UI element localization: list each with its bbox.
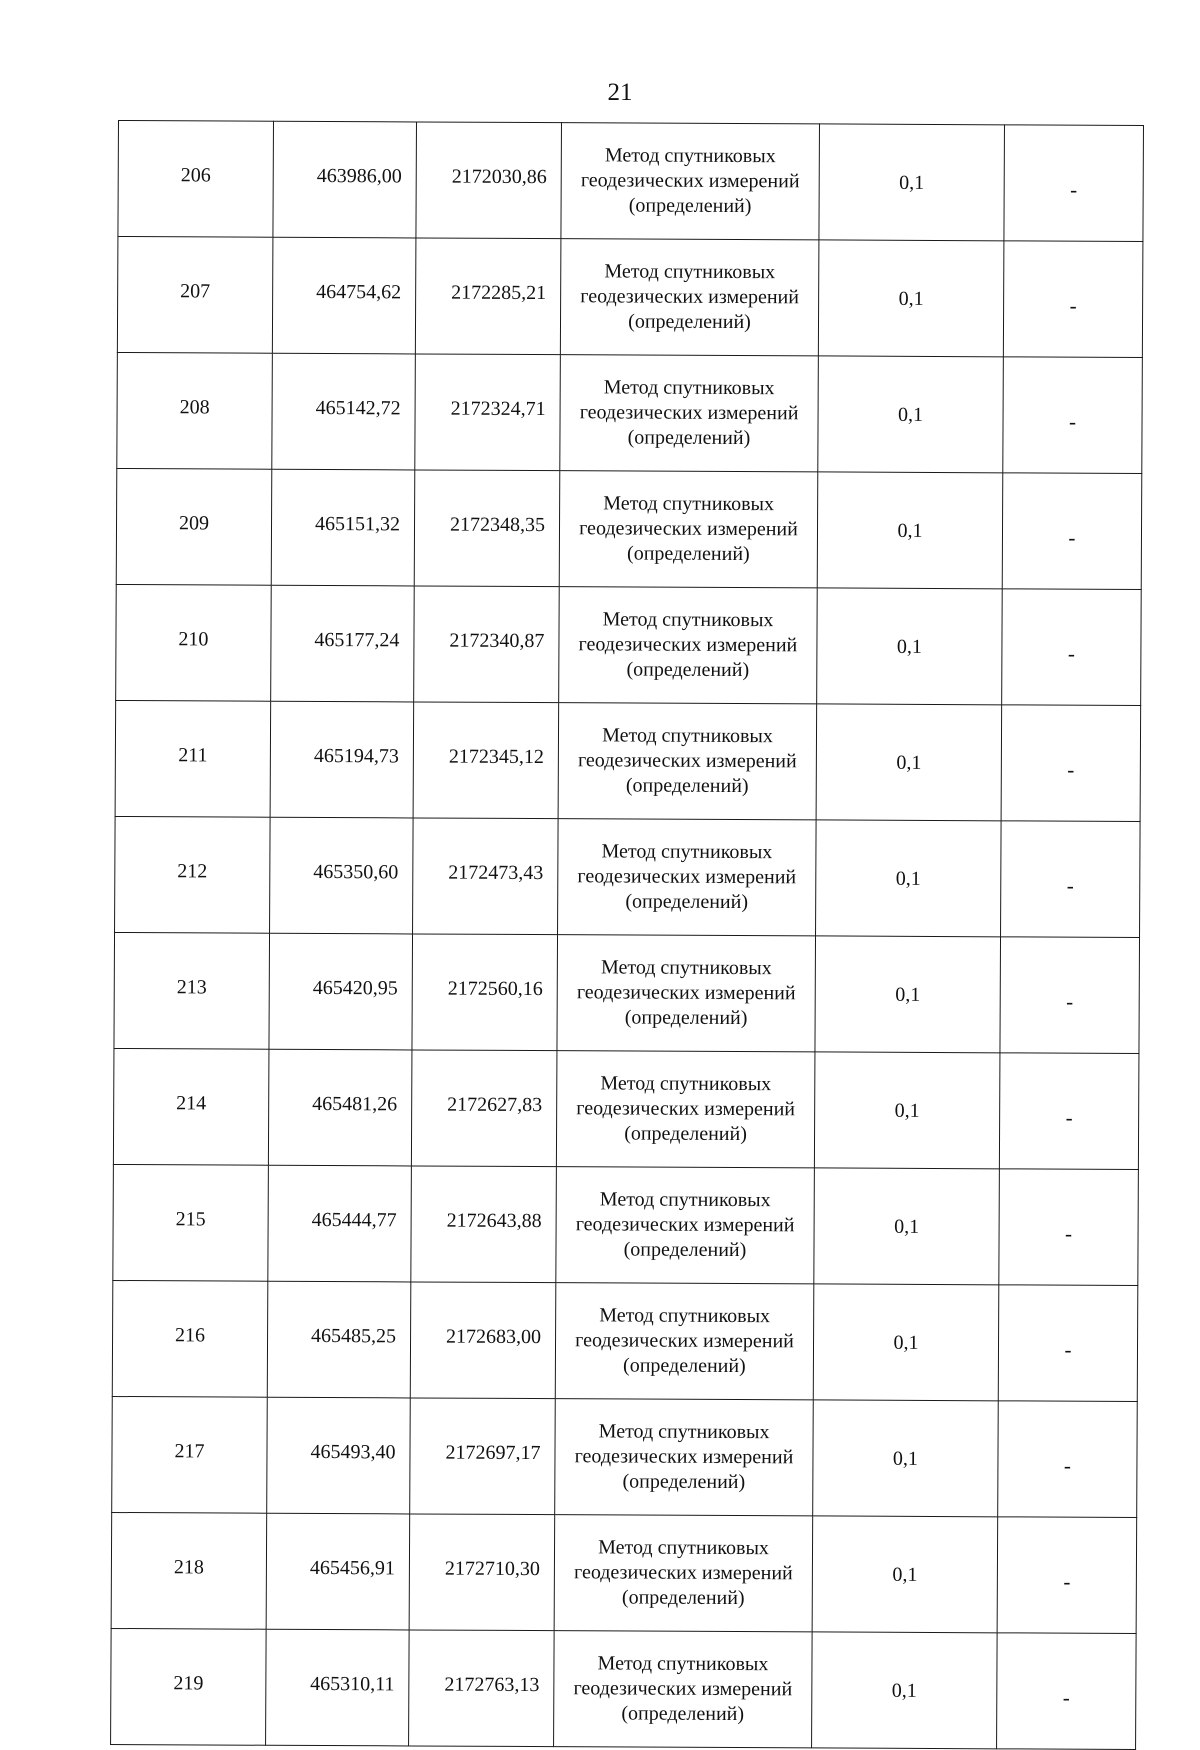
coordinate-x-cell: 465310,11 [266,1629,410,1746]
coordinate-x-cell: 465142,72 [272,353,416,470]
coordinate-y-cell: 2172340,87 [414,586,560,703]
point-number-cell: 217 [112,1396,268,1513]
method-cell [559,587,818,704]
coordinate-y-cell: 2172473,43 [413,818,559,935]
method-line: Метод спутниковых [600,956,772,980]
method-line: Метод спутниковых [599,1304,771,1328]
method-line: Метод спутниковых [600,1072,772,1096]
coordinate-x-cell: 465493,40 [267,1397,411,1514]
method-line: Метод спутниковых [599,1188,771,1212]
table-row [115,816,1141,937]
method-line: (определений) [627,542,750,566]
point-number-cell: 214 [113,1048,269,1165]
point-number-cell: 218 [111,1512,267,1629]
point-number-cell: 213 [114,932,270,1049]
method-line: геодезических измерений [575,1213,795,1237]
accuracy-cell: 0,1 [816,704,1002,821]
method-line: (определений) [627,426,751,450]
method-cell [559,471,818,588]
method-line: геодезических измерений [575,1329,794,1353]
method-line: Метод спутниковых [601,840,773,864]
note-cell: - [999,1169,1139,1286]
coordinate-y-cell: 2172324,71 [415,354,561,471]
method-cell [555,1283,814,1400]
method-line: Метод спутниковых [602,724,773,748]
method-line: (определений) [628,194,752,218]
accuracy-cell: 0,1 [816,820,1002,937]
point-number-cell: 216 [112,1280,268,1397]
table-row [111,1628,1137,1749]
method-line: (определений) [622,1470,746,1494]
note-cell: - [999,1053,1139,1170]
coordinate-x-cell: 465194,73 [270,701,414,818]
method-line: Метод спутниковых [604,144,776,168]
method-cell [554,1515,813,1632]
table-row [113,1164,1139,1285]
coordinate-x-cell: 465481,26 [268,1049,412,1166]
method-line: (определений) [628,310,751,334]
page-number: 21 [607,79,633,106]
method-line: геодезических измерений [577,749,797,773]
coordinate-x-cell: 465420,95 [269,933,413,1050]
coordinate-y-cell: 2172348,35 [414,470,560,587]
accuracy-cell: 0,1 [817,472,1003,589]
method-line: (определений) [621,1586,745,1610]
accuracy-cell: 0,1 [818,240,1004,357]
point-number-cell: 210 [116,584,272,701]
table-row [112,1280,1138,1401]
method-line: Метод спутниковых [604,260,776,284]
point-number-cell: 215 [113,1164,269,1281]
note-cell: - [997,1633,1137,1750]
note-cell: - [1001,705,1141,822]
method-cell [556,1051,815,1168]
method-cell [560,239,819,356]
method-cell [561,123,820,240]
method-line: геодезических измерений [573,1677,793,1701]
table-row [116,468,1142,589]
point-number-cell: 219 [111,1628,267,1745]
method-cell [556,1167,815,1284]
point-number-cell: 208 [117,352,273,469]
accuracy-cell: 0,1 [814,1052,1000,1169]
coordinate-y-cell: 2172683,00 [410,1282,556,1399]
method-cell [558,703,817,820]
coordinate-y-cell: 2172627,83 [411,1050,557,1167]
table-row [113,1048,1139,1169]
coordinate-y-cell: 2172763,13 [409,1630,555,1747]
method-cell [555,1399,814,1516]
method-line: (определений) [621,1702,745,1726]
table-row [118,121,1144,242]
method-line: геодезических измерений [577,865,797,889]
accuracy-cell: 0,1 [813,1284,999,1401]
accuracy-cell: 0,1 [812,1632,998,1749]
method-line: геодезических измерений [574,1445,794,1469]
accuracy-cell: 0,1 [819,124,1005,241]
note-cell: - [1001,821,1141,938]
coordinate-y-cell: 2172345,12 [413,702,559,819]
method-line: (определений) [625,774,749,798]
coordinates-table-body [111,121,1144,1750]
accuracy-cell: 0,1 [814,1168,1000,1285]
coordinate-y-cell: 2172285,21 [415,238,561,355]
method-line: (определений) [626,658,750,682]
method-line: геодезических измерений [579,401,799,425]
method-line: геодезических измерений [576,1097,796,1121]
note-cell: - [998,1285,1138,1402]
method-line: Метод спутниковых [598,1536,769,1560]
coordinate-x-cell: 465456,91 [266,1513,410,1630]
table-row [117,237,1143,358]
point-number-cell: 206 [118,121,274,238]
note-cell: - [1004,125,1144,242]
coordinate-x-cell: 465350,60 [270,817,414,934]
coordinate-y-cell: 2172560,16 [412,934,558,1051]
coordinate-y-cell: 2172710,30 [409,1514,555,1631]
accuracy-cell: 0,1 [817,588,1003,705]
point-number-cell: 211 [115,700,271,817]
point-number-cell: 209 [116,468,272,585]
note-cell: - [1003,241,1143,358]
table-row [115,700,1141,821]
method-line: геодезических измерений [580,169,800,193]
method-line: Метод спутниковых [598,1420,770,1444]
method-cell [560,355,819,472]
method-line: Метод спутниковых [602,608,774,632]
method-line: Метод спутниковых [603,492,775,516]
note-cell: - [998,1401,1138,1518]
method-line: геодезических измерений [578,633,798,657]
table-row [111,1512,1137,1633]
method-line: (определений) [625,890,749,914]
method-cell [557,935,816,1052]
coordinate-y-cell: 2172697,17 [410,1398,556,1515]
method-line: геодезических измерений [580,285,800,309]
coordinate-x-cell: 465151,32 [271,469,415,586]
method-line: (определений) [624,1006,748,1030]
table-row [114,932,1140,1053]
method-cell [554,1631,813,1748]
note-cell: - [1003,357,1143,474]
accuracy-cell: 0,1 [813,1400,999,1517]
method-line: (определений) [623,1238,747,1262]
coordinate-y-cell: 2172030,86 [416,122,562,239]
note-cell: - [1002,473,1142,590]
coordinate-x-cell: 465444,77 [268,1165,412,1282]
method-line: геодезических измерений [573,1561,793,1585]
coordinates-table [110,120,1144,1750]
method-line: (определений) [623,1354,746,1378]
table-row [116,584,1142,705]
method-line: (определений) [624,1122,747,1146]
point-number-cell: 212 [115,816,271,933]
table-row [112,1396,1138,1517]
note-cell: - [1000,937,1140,1054]
method-cell [558,819,817,936]
note-cell: - [997,1517,1137,1634]
coordinate-x-cell: 465485,25 [267,1281,411,1398]
accuracy-cell: 0,1 [815,936,1001,1053]
method-line: Метод спутниковых [597,1652,769,1676]
coordinate-y-cell: 2172643,88 [411,1166,557,1283]
coordinate-x-cell: 463986,00 [273,121,417,238]
coordinate-x-cell: 465177,24 [271,585,415,702]
coordinate-x-cell: 464754,62 [272,237,416,354]
method-line: Метод спутниковых [603,376,775,400]
point-number-cell: 207 [117,237,273,354]
table-row [117,352,1143,473]
note-cell: - [1002,589,1142,706]
method-line: геодезических измерений [579,517,798,541]
accuracy-cell: 0,1 [818,356,1004,473]
method-line: геодезических измерений [576,981,796,1005]
accuracy-cell: 0,1 [812,1516,998,1633]
